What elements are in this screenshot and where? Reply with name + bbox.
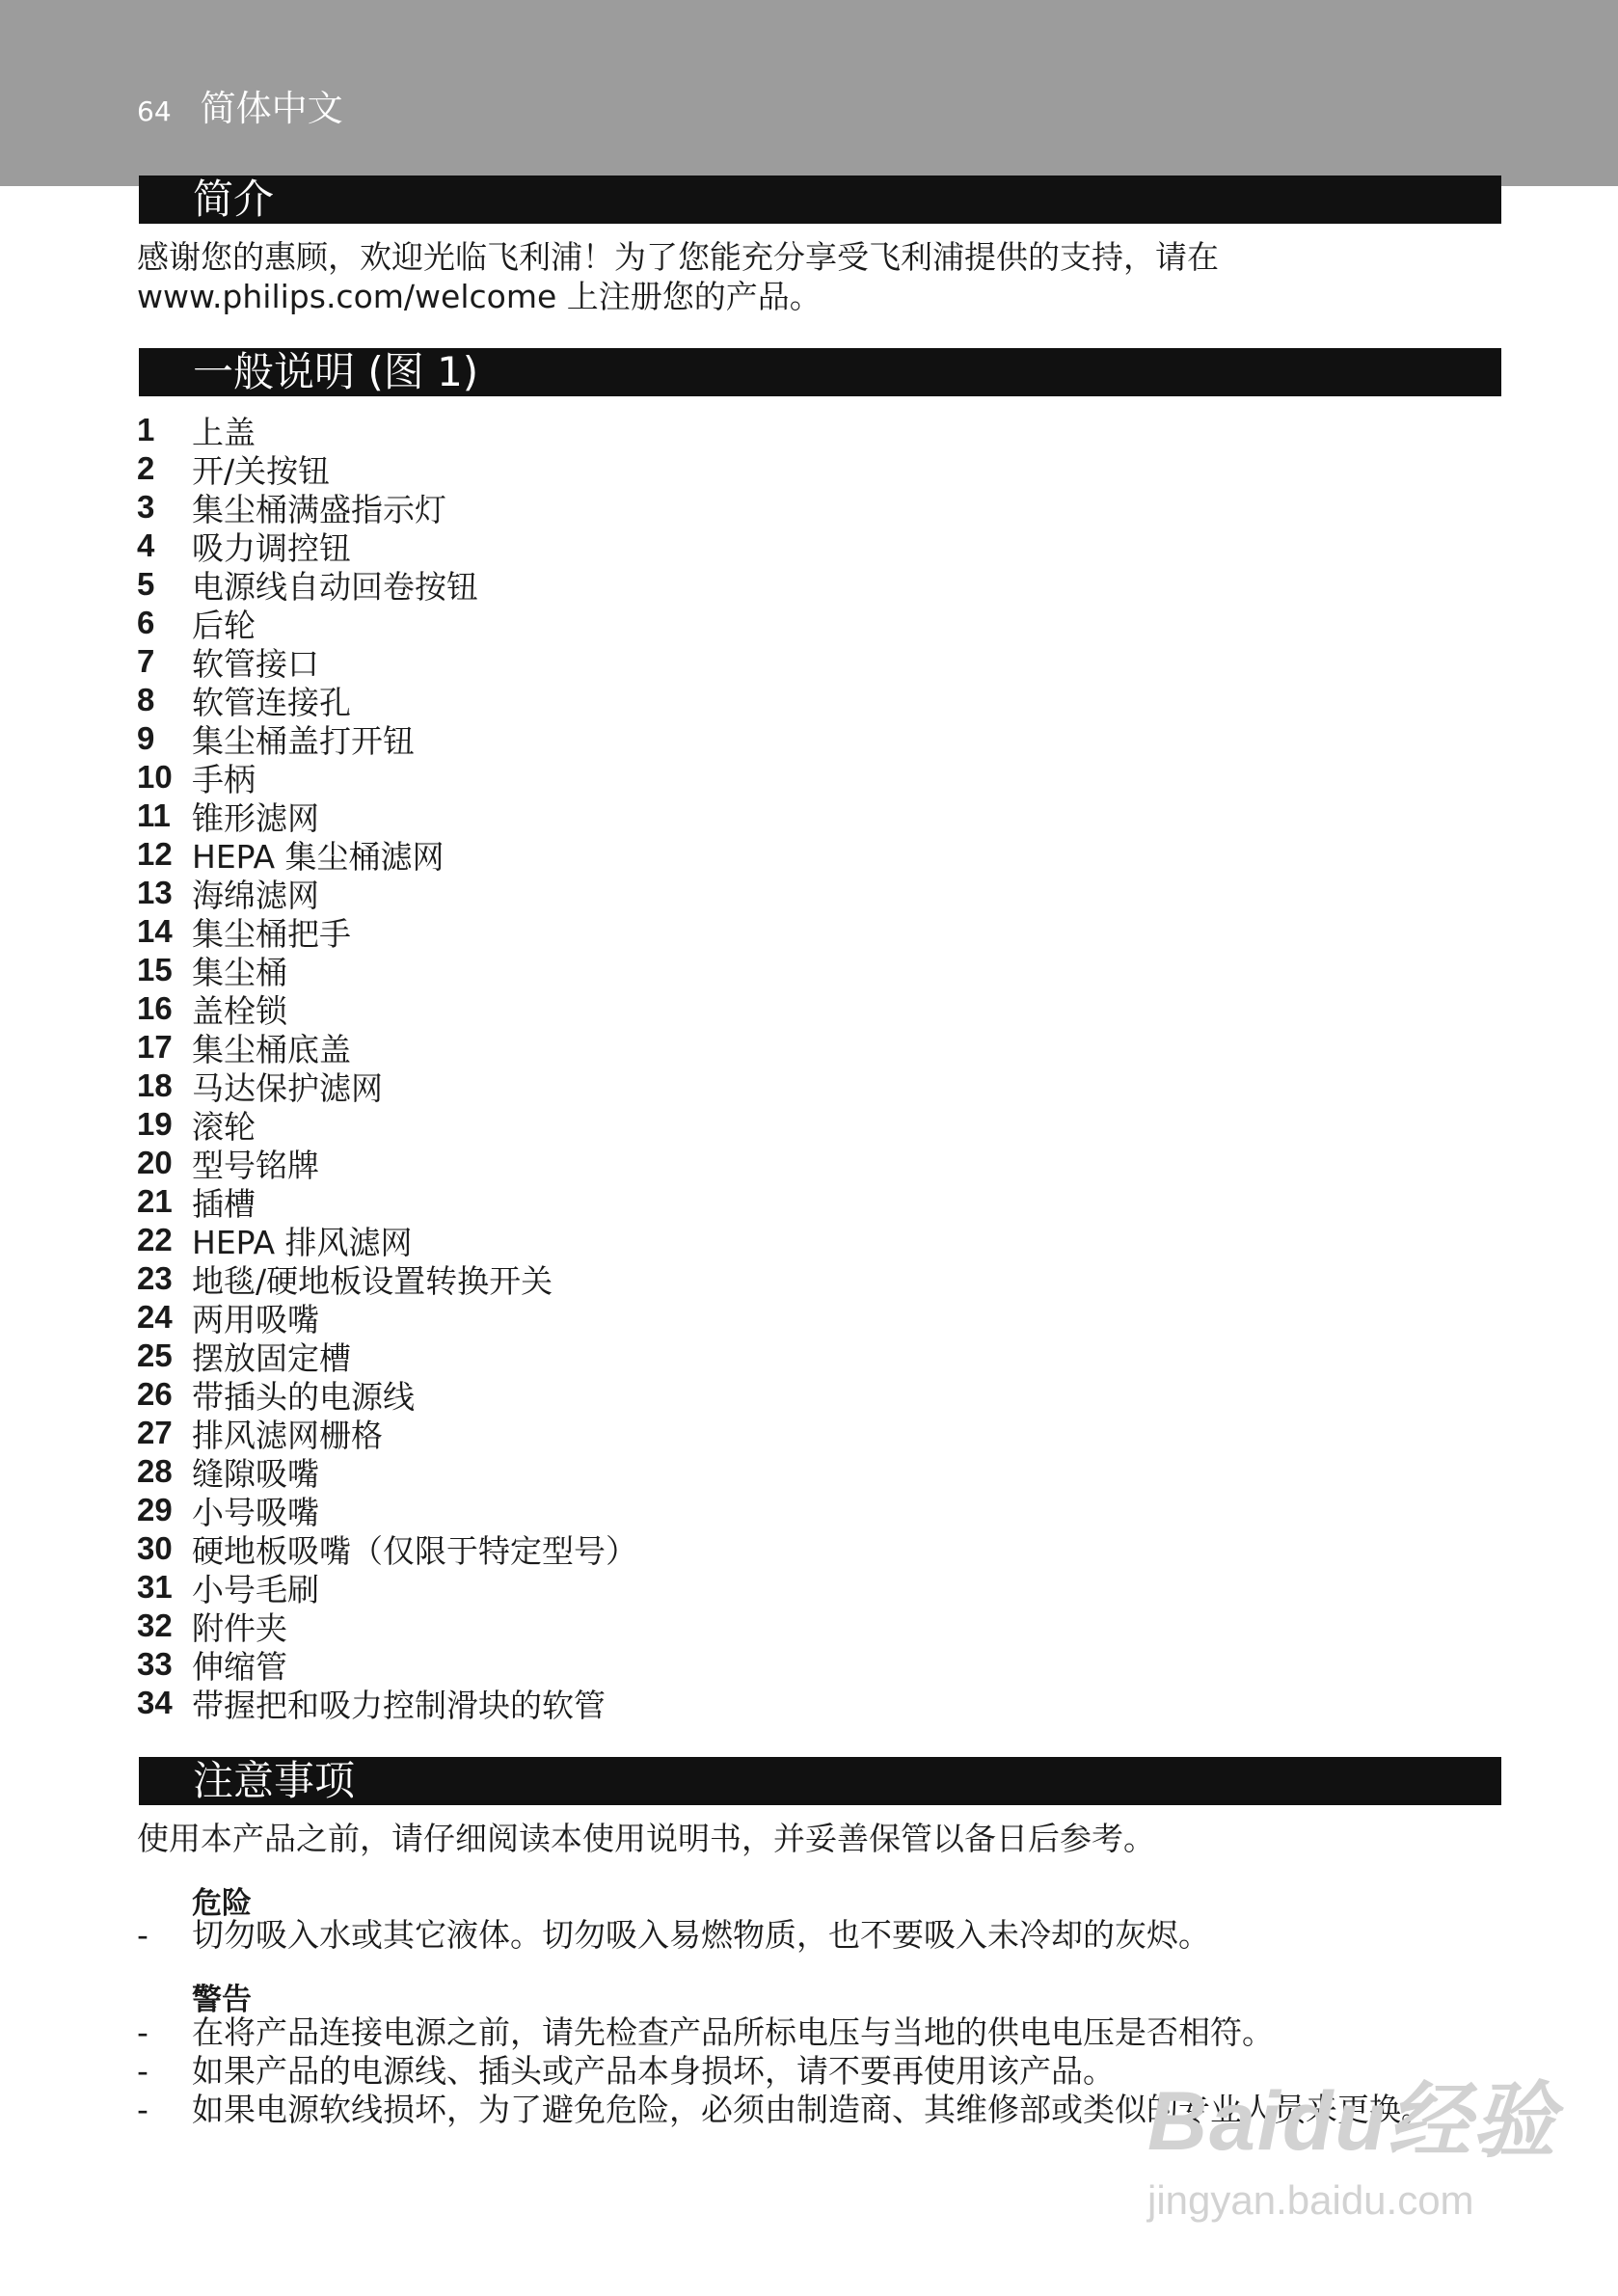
list-item: 16 盖栓锁 bbox=[137, 990, 287, 1030]
warning-heading: 警告 bbox=[192, 1983, 252, 2017]
watermark-logo: Baidu经验 bbox=[1147, 2075, 1557, 2168]
section-title: 注意事项 bbox=[193, 1757, 356, 1804]
section-header-important bbox=[139, 1757, 1501, 1805]
important-intro: 使用本产品之前，请仔细阅读本使用说明书，并妥善保管以备日后参考。 bbox=[137, 1820, 1155, 1857]
intro-paragraph: 感谢您的惠顾，欢迎光临飞利浦！为了您能充分享受飞利浦提供的支持，请在 www.philips.com/welcome 上注册您的产品。 bbox=[137, 238, 1219, 315]
watermark bbox=[1147, 2054, 1557, 2224]
list-item: 21 插槽 bbox=[137, 1183, 256, 1223]
list-item: 27 排风滤网栅格 bbox=[137, 1415, 383, 1454]
header-language: 简体中文 bbox=[200, 88, 343, 129]
list-item: 25 摆放固定槽 bbox=[137, 1337, 351, 1377]
list-item: 1 上盖 bbox=[137, 412, 256, 451]
list-item: 2 开/关按钮 bbox=[137, 450, 331, 490]
list-item: 24 两用吸嘴 bbox=[137, 1299, 319, 1338]
list-item: 22 HEPA 排风滤网 bbox=[137, 1222, 413, 1261]
list-item: 13 海绵滤网 bbox=[137, 875, 319, 914]
list-item: 28 缝隙吸嘴 bbox=[137, 1453, 319, 1493]
list-item: 5 电源线自动回卷按钮 bbox=[137, 566, 478, 606]
list-item: 34 带握把和吸力控制滑块的软管 bbox=[137, 1685, 606, 1724]
list-item: 19 滚轮 bbox=[137, 1106, 256, 1146]
section-header-general bbox=[139, 348, 1501, 396]
list-item: 8 软管连接孔 bbox=[137, 682, 351, 721]
list-item: 20 型号铭牌 bbox=[137, 1145, 319, 1184]
list-item: 17 集尘桶底盖 bbox=[137, 1029, 351, 1068]
page-number: 64 bbox=[137, 95, 172, 127]
warning-item: - 如果电源软线损坏，为了避免危险，必须由制造商、其维修部或类似的专业人员来更换。 bbox=[137, 2091, 1433, 2128]
list-item: 4 吸力调控钮 bbox=[137, 527, 351, 567]
list-item: 12 HEPA 集尘桶滤网 bbox=[137, 836, 445, 876]
list-item: 32 附件夹 bbox=[137, 1607, 287, 1647]
list-item: 18 马达保护滤网 bbox=[137, 1067, 383, 1107]
list-item: 29 小号吸嘴 bbox=[137, 1492, 319, 1531]
list-item: 11 锥形滤网 bbox=[137, 797, 319, 837]
warning-item: - 在将产品连接电源之前，请先检查产品所标电压与当地的供电电压是否相符。 bbox=[137, 2013, 1274, 2051]
list-item: 26 带插头的电源线 bbox=[137, 1376, 415, 1416]
parts-list bbox=[137, 411, 637, 1722]
list-item: 15 集尘桶 bbox=[137, 952, 287, 991]
page-header bbox=[137, 79, 343, 131]
warning-item: - 如果产品的电源线、插头或产品本身损坏，请不要再使用该产品。 bbox=[137, 2052, 1115, 2090]
danger-item: - 切勿吸入水或其它液体。切勿吸入易燃物质，也不要吸入未冷却的灰烬。 bbox=[137, 1916, 1210, 1954]
list-item: 23 地毯/硬地板设置转换开关 bbox=[137, 1260, 553, 1300]
danger-heading: 危险 bbox=[192, 1886, 252, 1921]
list-item: 31 小号毛刷 bbox=[137, 1569, 319, 1608]
watermark-url: jingyan.baidu.com bbox=[1147, 2177, 1474, 2223]
section-title: 一般说明 (图 1) bbox=[193, 348, 479, 395]
list-item: 10 手柄 bbox=[137, 759, 256, 798]
list-item: 33 伸缩管 bbox=[137, 1646, 287, 1686]
list-item: 7 软管接口 bbox=[137, 643, 319, 683]
list-item: 3 集尘桶满盛指示灯 bbox=[137, 489, 446, 528]
list-item: 6 后轮 bbox=[137, 605, 256, 644]
list-item: 9 集尘桶盖打开钮 bbox=[137, 720, 415, 760]
list-item: 30 硬地板吸嘴（仅限于特定型号） bbox=[137, 1530, 637, 1570]
section-header-intro bbox=[139, 176, 1501, 224]
section-title: 简介 bbox=[193, 176, 275, 223]
list-item: 14 集尘桶把手 bbox=[137, 913, 351, 953]
